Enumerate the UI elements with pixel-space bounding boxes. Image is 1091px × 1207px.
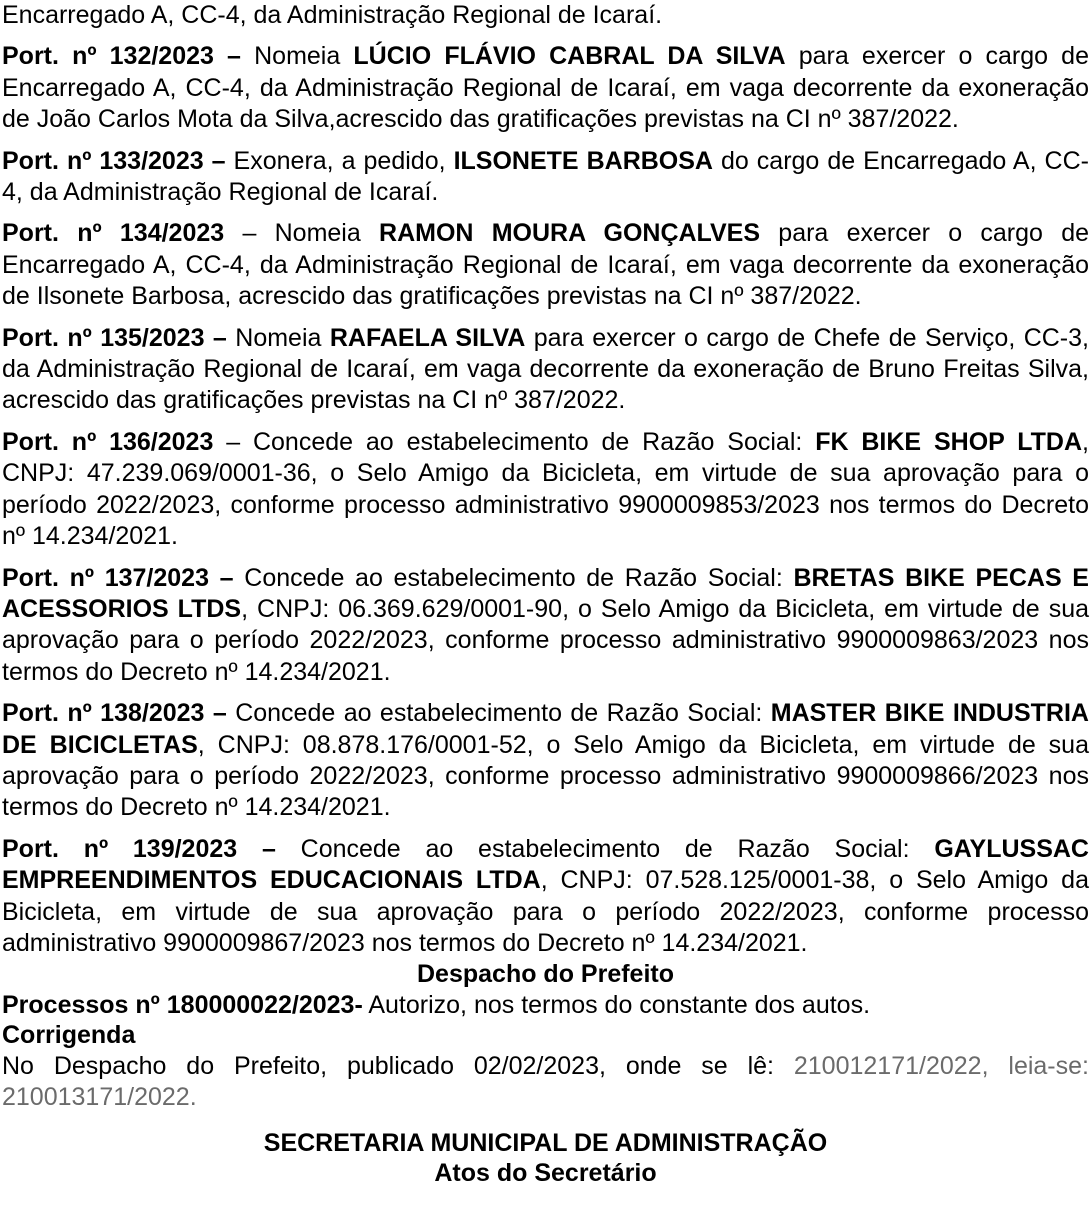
process-text: Autorizo, nos termos do constante dos autos. [362,990,871,1019]
portaria-person: RAFAELA SILVA [329,323,526,352]
portaria-action: Concede ao estabelecimento de Razão Social: [275,834,935,863]
portaria-company: MASTER BIKE INDUSTRIA DE BICICLETAS [2,699,1089,759]
portaria-number: Port. nº 138/2023 – [2,699,227,728]
portaria-136 [2,427,1089,553]
corrigenda-body: No Despacho do Prefeito, publicado 02/02/2023, onde se lê: [2,1051,794,1080]
portaria-action: Nomeia [240,42,354,71]
portaria-138 [2,698,1089,824]
portaria-body: , CNPJ: 06.369.629/0001-90, o Selo Amigo da Bicicleta, em virtude de sua aprovação para o período 2022/2023, conforme processo administrativo 9900009863/2023 nos termos do Decreto nº 14.234/2021. [2,594,1089,686]
process-label: Processos nº 180000022/2023- [2,990,363,1019]
portaria-action: – Concede ao estabelecimento de Razão Social: [213,427,816,456]
portaria-person: LÚCIO FLÁVIO CABRAL DA SILVA [353,42,786,71]
portaria-number: Port. nº 133/2023 – [2,146,226,175]
portaria-number: Port. nº 135/2023 – [2,323,227,352]
portaria-number: Port. nº 134/2023 [2,219,225,248]
portaria-body: , CNPJ: 08.878.176/0001-52, o Selo Amigo da Bicicleta, em virtude de sua aprovação para o período 2022/2023, conforme processo administrativo 9900009866/2023 nos termos do Decreto nº 14.234/2021. [2,730,1089,822]
portaria-body: do cargo de Encarregado A, CC-4, da Administração Regional de Icaraí. [2,146,1089,207]
portaria-number: Port. nº 132/2023 – [2,42,241,71]
portaria-action: Concede ao estabelecimento de Razão Social: [233,563,794,592]
portaria-person: ILSONETE BARBOSA [453,146,713,175]
despacho-process [2,990,1089,1021]
portaria-body: para exercer o cargo de Chefe de Serviço, CC-3, da Administração Regional de Icaraí, em vaga decorrente da exoneração de Bruno Freitas Silva, acrescido das gratificações previstas na CI nº 387/2022. [2,323,1089,415]
intro-line: Encarregado A, CC-4, da Administração Regional de Icaraí. [2,1,663,29]
corrigenda-numbers: 210012171/2022, leia-se: 210013171/2022. [2,1051,1089,1112]
portaria-body: , CNPJ: 47.239.069/0001-36, o Selo Amigo da Bicicleta, em virtude de sua aprovação para o período 2022/2023, conforme processo administrativo 9900009853/2023 nos termos do Decreto nº 14.234/2021. [2,427,1089,551]
portaria-number: Port. nº 139/2023 – [2,834,276,863]
portaria-action: Nomeia [226,323,330,352]
portaria-137 [2,563,1089,689]
secretaria-title: SECRETARIA MUNICIPAL DE ADMINISTRAÇÃO [263,1128,828,1157]
despacho-heading: Despacho do Prefeito [417,960,674,989]
portaria-action: Exonera, a pedido, [225,146,454,175]
portaria-action: Concede ao estabelecimento de Razão Social: [226,699,771,728]
portaria-body: para exercer o cargo de Encarregado A, CC-4, da Administração Regional de Icaraí, em vaga decorrente da exoneração de Ilsonete Barbosa, acrescido das gratificações previstas na CI nº 387/2022. [2,219,1090,311]
portaria-body: , CNPJ: 07.528.125/0001-38, o Selo Amigo da Bicicleta, em virtude de sua aprovação para o período 2022/2023, conforme processo administrativo 9900009867/2023 nos termos do Decreto nº 14.234/2021. [2,866,1089,957]
portaria-person: RAMON MOURA GONÇALVES [379,219,761,248]
portaria-132 [2,41,1089,135]
corrigenda-text [2,1051,1089,1114]
portaria-number: Port. nº 136/2023 [2,427,214,456]
portaria-139 [2,834,1089,960]
portaria-action: – Nomeia [224,219,380,248]
portaria-body: para exercer o cargo de Encarregado A, CC-4, da Administração Regional de Icaraí, em vaga decorrente da exoneração de João Carlos Mota da Silva,acrescido das gratificações previstas na CI nº 387/2022. [2,42,1089,134]
portaria-company: BRETAS BIKE PECAS E ACESSORIOS LTDS [2,563,1089,623]
corrigenda-heading: Corrigenda [2,1021,136,1050]
portaria-company: FK BIKE SHOP LTDA [815,427,1083,456]
portaria-company: GAYLUSSAC EMPREENDIMENTOS EDUCACIONAIS LTDA [2,834,1089,895]
secretaria-subtitle: Atos do Secretário [434,1159,657,1188]
portaria-134 [2,218,1089,312]
portaria-135 [2,323,1089,417]
portaria-133 [2,146,1089,209]
portaria-number: Port. nº 137/2023 – [2,563,234,592]
